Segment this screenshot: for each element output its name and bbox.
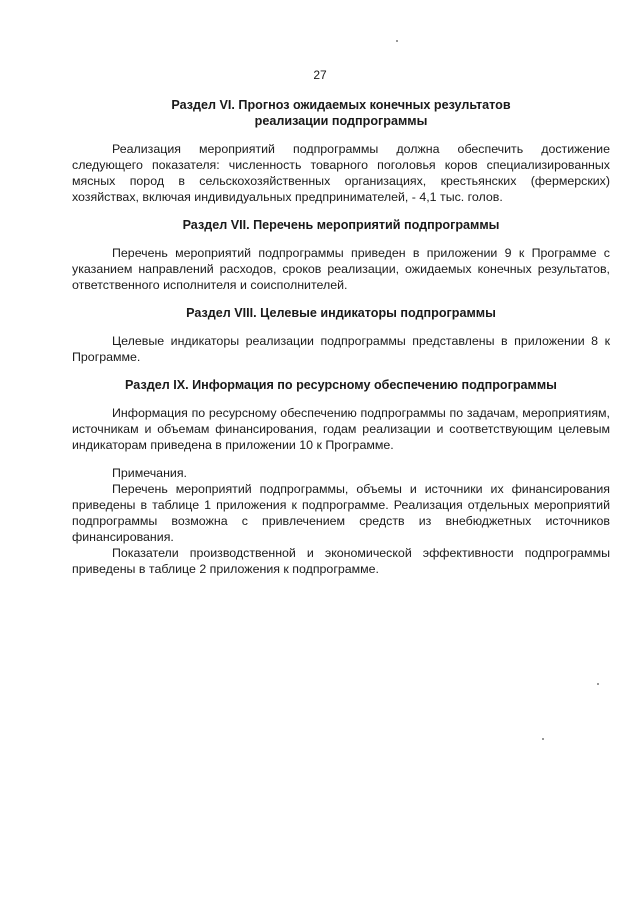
notes-paragraph: Показатели производственной и экономической эффективности подпрограммы приведены в таблице 2 приложения к подпрограмме.: [72, 546, 610, 576]
section-paragraph: Информация по ресурсному обеспечению подпрограммы по задачам, мероприятиям, источникам и объемам финансирования, годам реализации и соответствующим целевым индикаторам приведена в приложении 10 к Программе.: [72, 406, 610, 452]
section-paragraph: Перечень мероприятий подпрограммы приведен в приложении 9 к Программе с указанием направлений расходов, сроков реализации, ожидаемых конечных результатов, ответственного исполнителя и соисполнителей.: [72, 246, 610, 292]
section-9: [72, 377, 610, 453]
section-6: [72, 97, 610, 205]
section-8: [72, 305, 610, 365]
section-heading-line: Раздел VI. Прогноз ожидаемых конечных результатов: [171, 98, 511, 112]
section-paragraph: Целевые индикаторы реализации подпрограммы представлены в приложении 8 к Программе.: [72, 334, 610, 364]
scan-speck: [396, 40, 398, 42]
section-heading-line: Раздел VII. Перечень мероприятий подпрограммы: [182, 218, 500, 232]
scan-speck: [597, 683, 599, 685]
section-paragraph: Реализация мероприятий подпрограммы должна обеспечить достижение следующего показателя: численность товарного поголовья коров специализированных мясных пород в сельскохозяйственных организациях, крестьянских (фермерских) хозяйствах, включая индивидуальных предпринимателей, - 4,1 тыс. голов.: [72, 142, 610, 204]
notes: [72, 465, 610, 577]
document-body: [72, 97, 610, 577]
notes-label: Примечания.: [112, 466, 187, 480]
section-heading-line: Раздел VIII. Целевые индикаторы подпрограммы: [186, 306, 496, 320]
section-heading-line: реализации подпрограммы: [254, 114, 428, 128]
section-heading-line: Раздел IX. Информация по ресурсному обеспечению подпрограммы: [125, 378, 557, 392]
section-7: [72, 217, 610, 293]
scan-speck: [542, 738, 544, 740]
page-number: 27: [313, 68, 327, 82]
notes-paragraph: Перечень мероприятий подпрограммы, объемы и источники их финансирования приведены в таблице 1 приложения к подпрограмме. Реализация отдельных мероприятий подпрограммы возможна с привлечением средств из внебюджетных источников финансирования.: [72, 482, 610, 544]
